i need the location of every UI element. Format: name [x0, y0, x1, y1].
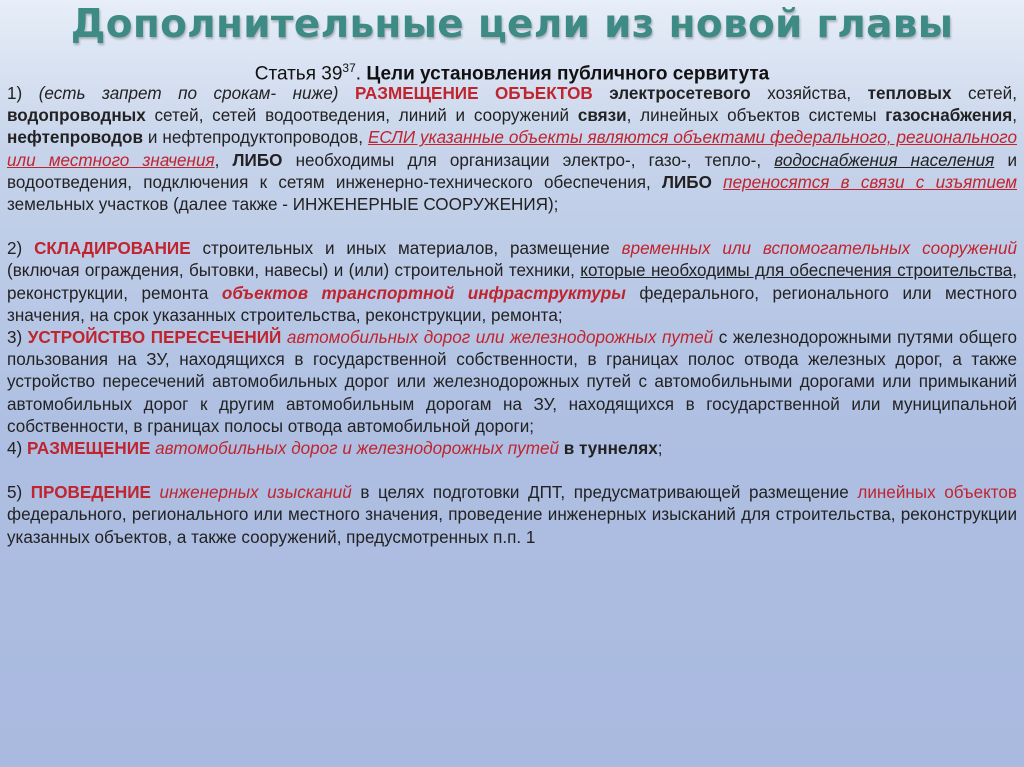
paragraph-2 [7, 238, 1017, 327]
p1-number: 1) [7, 84, 39, 103]
p3-number: 3) [7, 328, 28, 348]
article-subtitle [0, 56, 1024, 86]
p5-surveys: инженерных изысканий [159, 483, 352, 503]
p1-b3: водопроводных [7, 106, 146, 126]
paragraph-gap [7, 460, 1017, 482]
p4-tunnels: в туннелях [563, 439, 658, 459]
p2-transport-objects: объектов транспортной инфраструктуры [221, 283, 626, 303]
p1-t7: , [214, 150, 233, 170]
p4-number: 4) [7, 439, 27, 459]
p1-note: (есть запрет по срокам- ниже) [38, 84, 339, 103]
paragraph-5 [7, 482, 1017, 549]
p1-t9: и водоотведения, подключения к сетям инженерно-технического обеспечения, [7, 150, 1017, 192]
p1-t5: , [1012, 106, 1017, 126]
p1-t4: , линейных объектов системы [626, 106, 886, 126]
p3-t1: с железнодорожными путями общего пользования на ЗУ, находящихся в государственной собственности, в границах полос отвода железных дорог, а также устройство пересечений автомобильных дорог или железнодорожных путей с автомобильными дорогами или примыканий автомобильных дорог к другим автомобильным дорогам на ЗУ, находящихся в государственной или муниципальной собственности, в границах полосы отвода автомобильной дороги; [7, 328, 1017, 436]
p5-keyword: ПРОВЕДЕНИЕ [30, 483, 151, 503]
paragraph-4 [7, 438, 1017, 460]
p1-b8: ЛИБО [662, 172, 712, 192]
p1-b1: электросетевого [609, 84, 751, 103]
p1-keyword: РАЗМЕЩЕНИЕ ОБЪЕКТОВ [355, 84, 593, 103]
p5-t2: федерального, регионального или местного значения, проведение инженерных изысканий для строительства, реконструкции указанных объектов, а также сооружений, предусмотренных п.п. 1 [7, 505, 1017, 547]
p1-t1: хозяйства, [750, 84, 868, 103]
p2-t3: , реконструкции, ремонта [7, 261, 1017, 303]
slide-title: Дополнительные цели из новой главы [70, 2, 954, 47]
p1-t10: земельных участков (далее также - ИНЖЕНЕРНЫЕ СООРУЖЕНИЯ); [7, 195, 559, 215]
p2-number: 2) [7, 239, 35, 259]
p2-t4: федерального, регионального или местного значения, на срок указанных строительства, реконструкции, ремонта; [7, 283, 1017, 325]
article-name: Цели установления публичного сервитута [366, 63, 770, 85]
p1-b7: ЛИБО [232, 150, 283, 170]
p5-linear-objects: линейных объектов [857, 483, 1018, 503]
article-superscript: 37 [342, 61, 356, 75]
p1-b4: связи [577, 106, 627, 126]
p1-b2: тепловых [867, 84, 952, 103]
p4-roads: автомобильных дорог и железнодорожных путей [155, 439, 559, 459]
p1-s2 [593, 84, 610, 103]
p1-t8: необходимы для организации электро-, газо-, тепло-, [282, 150, 775, 170]
p1-b6: нефтепроводов [7, 128, 143, 148]
p1-condition: ЕСЛИ указанные объекты являются объектами федерального, регионального или местного значения [7, 128, 1017, 170]
article-content [7, 83, 1017, 549]
article-number: Статья 39 [254, 63, 343, 85]
p2-underlined: которые необходимы для обеспечения строительства [580, 261, 1013, 281]
p3-roads: автомобильных дорог или железнодорожных путей [286, 328, 714, 348]
p5-number: 5) [7, 483, 31, 503]
p5-t1: в целях подготовки ДПТ, предусматривающей размещение [351, 483, 858, 503]
article-separator: . [355, 63, 367, 85]
p1-b5: газоснабжения [885, 106, 1013, 126]
p1-s3 [712, 173, 723, 192]
p2-t1: строительных и иных материалов, размещение [190, 239, 622, 259]
p1-t6: и нефтепродуктопроводов, [142, 128, 368, 148]
paragraph-1 [7, 83, 1017, 216]
p2-keyword: СКЛАДИРОВАНИЕ [34, 239, 191, 259]
p1-t2: сетей, [951, 84, 1017, 103]
p1-water-supply: водоснабжения населения [774, 150, 995, 170]
p2-temporary-structures: временных или вспомогательных сооружений [621, 239, 1017, 259]
paragraph-3 [7, 327, 1017, 438]
p2-t2: (включая ограждения, бытовки, навесы) и (или) строительной техники, [7, 261, 581, 281]
p1-relocation: переносятся в связи с изъятием [723, 172, 1017, 192]
paragraph-gap [7, 216, 1017, 238]
p1-t3: сетей, сетей водоотведения, линий и сооружений [145, 106, 578, 126]
p4-keyword: РАЗМЕЩЕНИЕ [26, 439, 151, 459]
p4-t1: ; [657, 439, 663, 459]
p3-keyword: УСТРОЙСТВО ПЕРЕСЕЧЕНИЙ [27, 328, 282, 348]
p1-s1 [339, 84, 356, 103]
